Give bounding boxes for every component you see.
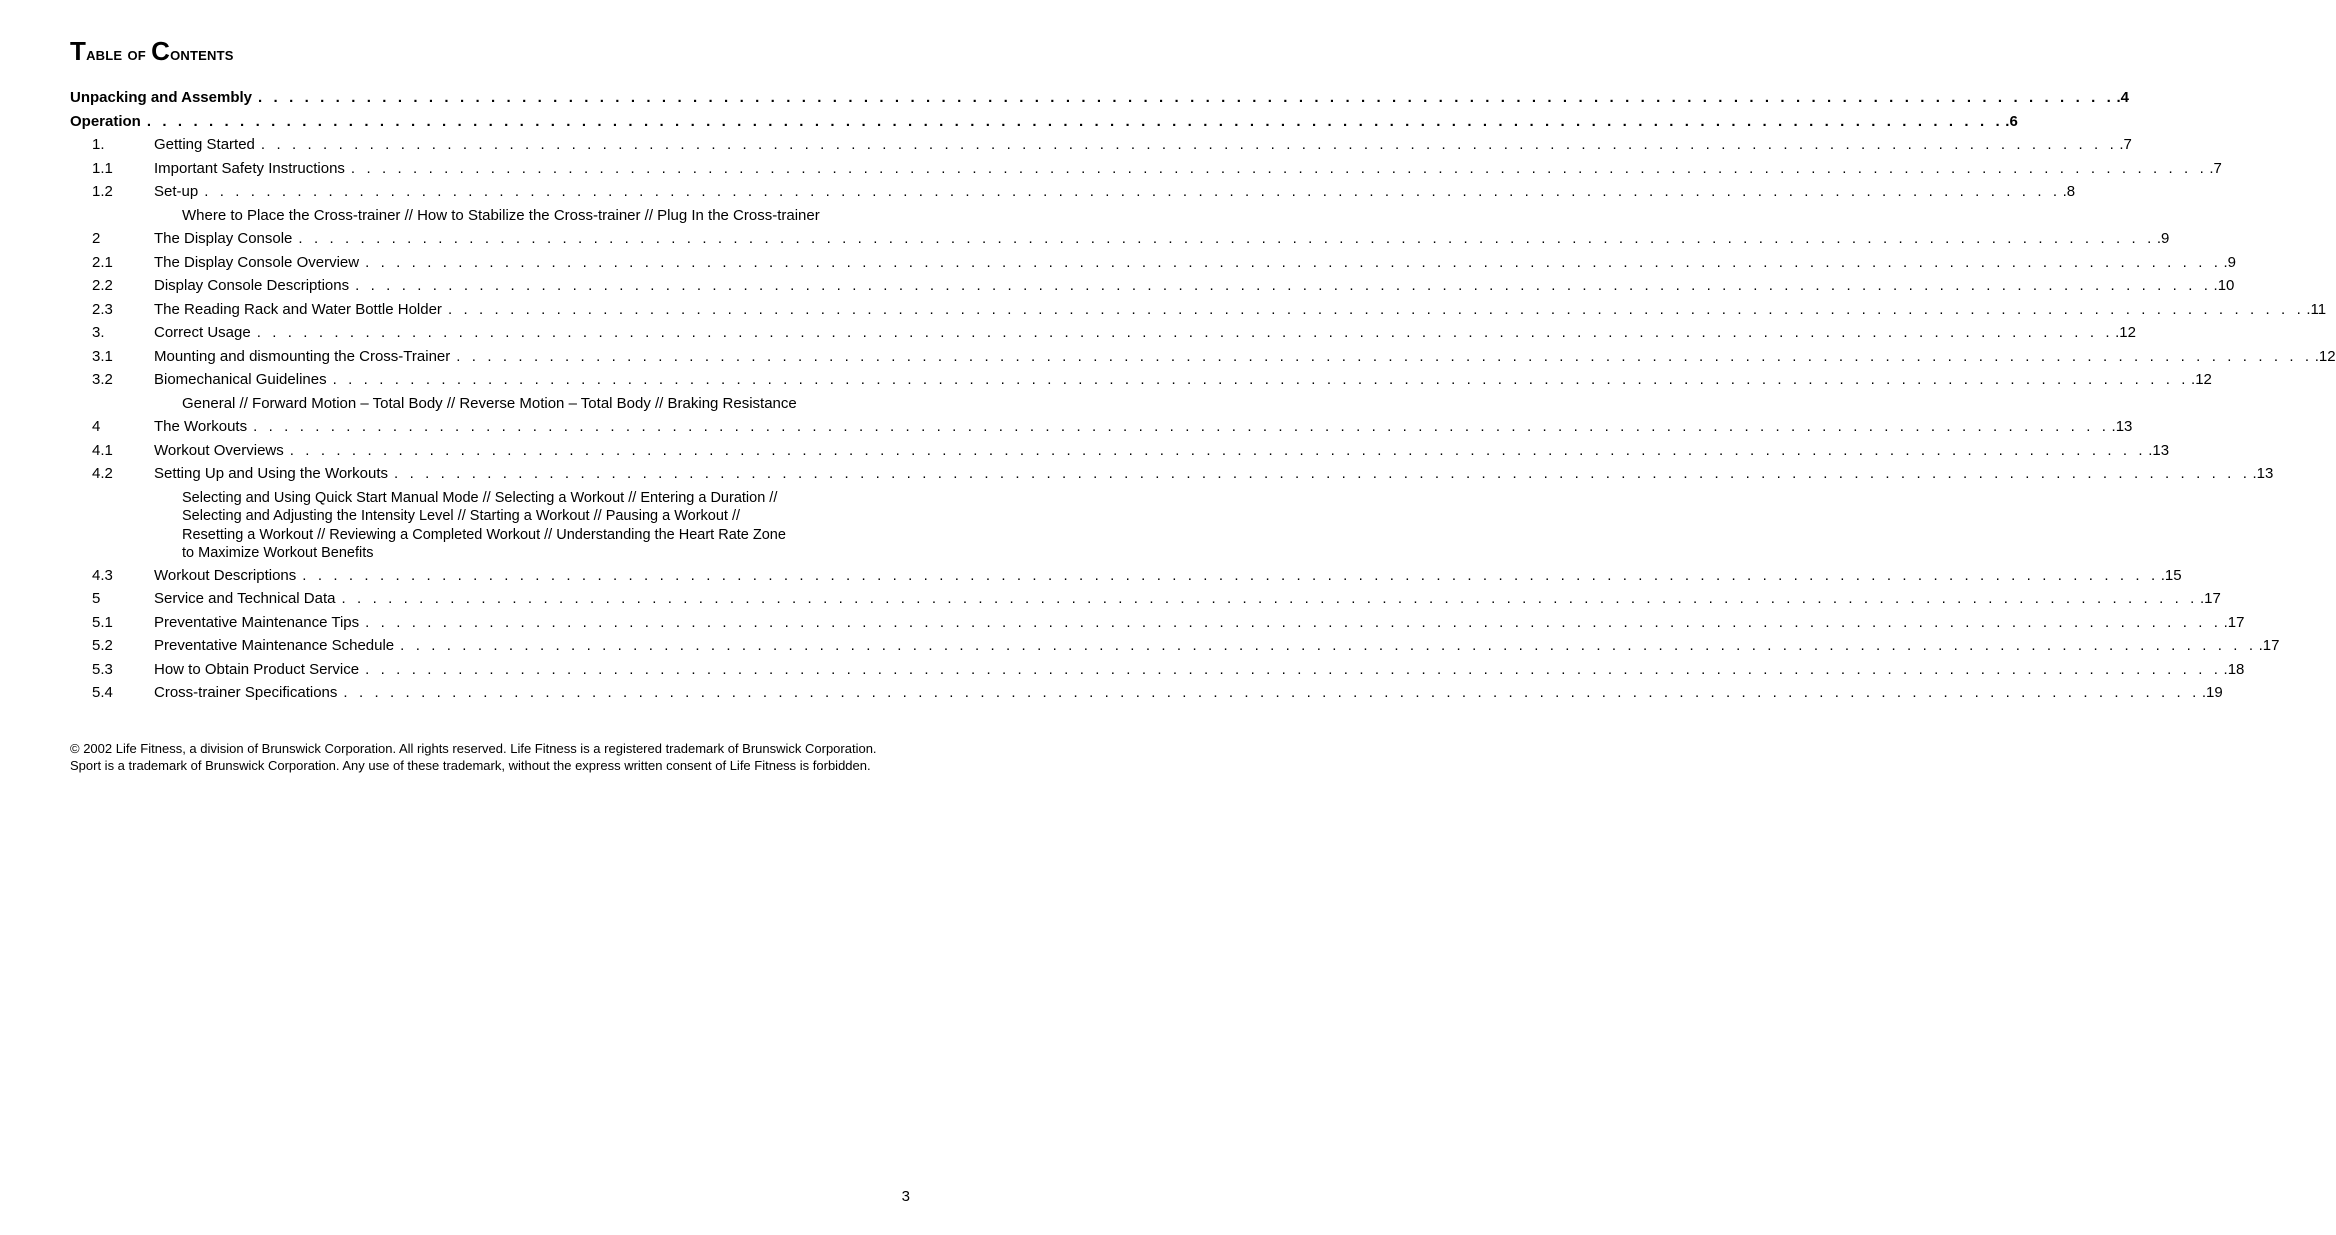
toc-dot-leader: . . . . . . . . . . . . . . . . . . . . . . . . . . . . . . . . . . . . . . . . . . . . . . . . . . . . . . . . . . . . . . . . . . . . . . . . . . . . . . . . . . . . . . . . . . . . . . . . . . . . . . . . . . . . . . . . . . . . . . . . xyxy=(355,277,2212,294)
toc-dot-leader: . . . . . . . . . . . . . . . . . . . . . . . . . . . . . . . . . . . . . . . . . . . . . . . . . . . . . . . . . . . . . . . . . . . . . . . . . . . . . . . . . . . . . . . . . . . . . . . . . . . . . . . . . . . . . . . . . . . . . . . . xyxy=(146,112,2004,130)
toc-entry-label: Getting Started xyxy=(154,136,255,153)
toc-entry-row xyxy=(70,133,2132,157)
toc-subtopic-line: Resetting a Workout // Reviewing a Completed Workout // Understanding the Heart Rate Zone xyxy=(182,526,786,543)
toc-subtopics xyxy=(70,204,900,228)
toc-entry-number: 1. xyxy=(92,136,105,153)
toc-entry-label: Correct Usage xyxy=(154,324,251,341)
toc-page-number: .8 xyxy=(2062,183,2076,200)
toc-entry-label: The Workouts xyxy=(154,418,248,435)
toc-dot-leader: . . . . . . . . . . . . . . . . . . . . . . . . . . . . . . . . . . . . . . . . . . . . . . . . . . . . . . . . . . . . . . . . . . . . . . . . . . . . . . . . . . . . . . . . . . . . . . . . . . . . . . . . . . . . . . . . . . . . . . . . xyxy=(365,613,2222,631)
toc-entry-label: How to Obtain Product Service xyxy=(154,660,360,678)
page-number: 3 xyxy=(901,1188,910,1205)
toc-page-number: .6 xyxy=(2005,112,2018,130)
toc-entry-label: Display Console Descriptions xyxy=(154,277,350,294)
toc-entry-label: Biomechanical Guidelines xyxy=(154,371,327,388)
toc-dot-leader: . . . . . . . . . . . . . . . . . . . . . . . . . . . . . . . . . . . . . . . . . . . . . . . . . . . . . . . . . . . . . . . . . . . . . . . . . . . . . . . . . . . . . . . . . . . . . . . . . . . . . . . . . . . . . . . . . . . . . . . . xyxy=(204,183,2061,200)
copyright-notice: © 2002 Life Fitness, a division of Brunswick Corporation. All rights reserved. Life Fitness is a registered trademark of Brunswick Corporation. Sport is a trademark of Brunswick Corporation. Any use of these trademark, without the express written consent of Life Fitness is forbidden. xyxy=(70,741,877,773)
toc-dot-leader: . . . . . . . . . . . . . . . . . . . . . . . . . . . . . . . . . . . . . . . . . . . . . . . . . . . . . . . . . . . . . . . . . . . . . . . . . . . . . . . . . . . . . . . . . . . . . . . . . . . . . . . . . . . . . . . . . . . . . . . . xyxy=(332,371,2190,388)
toc-page-number: .7 xyxy=(2209,159,2222,177)
toc-entry-number: 5.2 xyxy=(92,637,113,654)
toc-entry-row xyxy=(70,462,2274,486)
toc-page-number: .11 xyxy=(2306,300,2327,318)
toc-entry-label: Set-up xyxy=(154,183,199,200)
toc-entry-number: 4 xyxy=(92,418,101,435)
toc-entry-row xyxy=(70,658,2245,682)
toc-entry-row xyxy=(70,227,2170,251)
toc-dot-leader: . . . . . . . . . . . . . . . . . . . . . . . . . . . . . . . . . . . . . . . . . . . . . . . . . . . . . . . . . . . . . . . . . . . . . . . . . . . . . . . . . . . . . . . . . . . . . . . . . . . . . . . . . . . . . . . . . . . . . . . . xyxy=(289,441,2147,459)
toc-entry-label: Setting Up and Using the Workouts xyxy=(154,465,389,482)
toc-dot-leader: . . . . . . . . . . . . . . . . . . . . . . . . . . . . . . . . . . . . . . . . . . . . . . . . . . . . . . . . . . . . . . . . . . . . . . . . . . . . . . . . . . . . . . . . . . . . . . . . . . . . . . . . . . . . . . . . . . . . . . . . xyxy=(298,230,2155,247)
toc-entry-number: 4.1 xyxy=(92,441,113,459)
toc-subtopic-line: Selecting and Adjusting the Intensity Level // Starting a Workout // Pausing a Workout // xyxy=(182,508,741,524)
toc-dot-leader: . . . . . . . . . . . . . . . . . . . . . . . . . . . . . . . . . . . . . . . . . . . . . . . . . . . . . . . . . . . . . . . . . . . . . . . . . . . . . . . . . . . . . . . . . . . . . . . . . . . . . . . . . . . . . . . . . . . . . . . . xyxy=(400,637,2257,654)
toc-entry-number: 2.3 xyxy=(92,300,113,318)
toc-page-number: .10 xyxy=(2213,277,2235,294)
toc-dot-leader: . . . . . . . . . . . . . . . . . . . . . . . . . . . . . . . . . . . . . . . . . . . . . . . . . . . . . . . . . . . . . . . . . . . . . . . . . . . . . . . . . . . . . . . . . . . . . . . . . . . . . . . . . . . . . . . . . . . . . . . . xyxy=(260,136,2118,153)
toc-entry-row xyxy=(70,251,2237,275)
toc-entry-row xyxy=(70,564,2182,588)
toc-entry-number: 5.1 xyxy=(92,613,113,631)
toc-subtopics xyxy=(70,392,900,416)
toc-dot-leader: . . . . . . . . . . . . . . . . . . . . . . . . . . . . . . . . . . . . . . . . . . . . . . . . . . . . . . . . . . . . . . . . . . . . . . . . . . . . . . . . . . . . . . . . . . . . . . . . . . . . . . . . . . . . . . . . . . . . . . . . xyxy=(302,566,2159,584)
toc-subtopics xyxy=(70,486,900,564)
toc-entry-row xyxy=(70,274,2235,298)
toc-entry-row xyxy=(70,345,2336,369)
toc-page-number: .13 xyxy=(2148,441,2170,459)
toc-entry-row xyxy=(70,439,2170,463)
toc-dot-leader: . . . . . . . . . . . . . . . . . . . . . . . . . . . . . . . . . . . . . . . . . . . . . . . . . . . . . . . . . . . . . . . . . . . . . . . . . . . . . . . . . . . . . . . . . . . . . . . . . . . . . . . . . . . . . . . . . . . . . . . . xyxy=(456,347,2313,365)
title-initial-t: T xyxy=(70,36,87,66)
title-initial-c: C xyxy=(151,36,171,66)
toc-entry-row xyxy=(70,415,2133,439)
toc-page-number: .12 xyxy=(2314,347,2336,365)
toc-dot-leader: . . . . . . . . . . . . . . . . . . . . . . . . . . . . . . . . . . . . . . . . . . . . . . . . . . . . . . . . . . . . . . . . . . . . . . . . . . . . . . . . . . . . . . . . . . . . . . . . . . . . . . . . . . . . . . . . . . . . . . . . xyxy=(394,465,2251,482)
toc-subtopic-line: General // Forward Motion – Total Body // Reverse Motion – Total Body // Braking Resistance xyxy=(182,394,797,412)
toc-entry-number: 3.1 xyxy=(92,347,113,365)
toc-entry-label: Service and Technical Data xyxy=(154,590,336,607)
toc-entry-number: 3.2 xyxy=(92,371,113,388)
toc-dot-leader: . . . . . . . . . . . . . . . . . . . . . . . . . . . . . . . . . . . . . . . . . . . . . . . . . . . . . . . . . . . . . . . . . . . . . . . . . . . . . . . . . . . . . . . . . . . . . . . . . . . . . . . . . . . . . . . . . . . . . . . . xyxy=(350,159,2208,177)
toc-page-number: .17 xyxy=(2223,613,2245,631)
toc-subtopic-line: to Maximize Workout Benefits xyxy=(182,545,374,561)
table-of-contents xyxy=(70,86,2336,705)
toc-entry-row xyxy=(70,587,2221,611)
toc-entry-row xyxy=(70,681,2223,705)
toc-entry-number: 2.2 xyxy=(92,277,113,294)
toc-entry-label: Important Safety Instructions xyxy=(154,159,345,177)
toc-page-number: .19 xyxy=(2201,684,2223,701)
toc-entry-label: The Reading Rack and Water Bottle Holder xyxy=(154,300,442,318)
toc-entry-number: 5.4 xyxy=(92,684,113,701)
toc-page-number: .7 xyxy=(2119,136,2132,153)
toc-section-row xyxy=(70,86,2129,110)
toc-subtopic-line: Selecting and Using Quick Start Manual Mode // Selecting a Workout // Entering a Duration // xyxy=(182,489,778,506)
toc-dot-leader: . . . . . . . . . . . . . . . . . . . . . . . . . . . . . . . . . . . . . . . . . . . . . . . . . . . . . . . . . . . . . . . . . . . . . . . . . . . . . . . . . . . . . . . . . . . . . . . . . . . . . . . . . . . . . . . . . . . . . . . . xyxy=(365,253,2222,271)
toc-subtopic-line: Where to Place the Cross-trainer // How to Stabilize the Cross-trainer // Plug In the Cross-trainer xyxy=(182,206,820,224)
toc-entry-number: 3. xyxy=(92,324,105,341)
toc-dot-leader: . . . . . . . . . . . . . . . . . . . . . . . . . . . . . . . . . . . . . . . . . . . . . . . . . . . . . . . . . . . . . . . . . . . . . . . . . . . . . . . . . . . . . . . . . . . . . . . . . . . . . . . . . . . . . . . . . . . . . . . . xyxy=(365,660,2222,678)
title-rest-2: ontents xyxy=(170,44,234,64)
toc-dot-leader: . . . . . . . . . . . . . . . . . . . . . . . . . . . . . . . . . . . . . . . . . . . . . . . . . . . . . . . . . . . . . . . . . . . . . . . . . . . . . . . . . . . . . . . . . . . . . . . . . . . . . . . . . . . . . . . . . . . . . . . . xyxy=(341,590,2198,607)
toc-page-number: .18 xyxy=(2223,660,2245,678)
toc-dot-leader: . . . . . . . . . . . . . . . . . . . . . . . . . . . . . . . . . . . . . . . . . . . . . . . . . . . . . . . . . . . . . . . . . . . . . . . . . . . . . . . . . . . . . . . . . . . . . . . . . . . . . . . . . . . . . . . . . . . . . . . . xyxy=(343,684,2200,701)
toc-dot-leader: . . . . . . . . . . . . . . . . . . . . . . . . . . . . . . . . . . . . . . . . . . . . . . . . . . . . . . . . . . . . . . . . . . . . . . . . . . . . . . . . . . . . . . . . . . . . . . . . . . . . . . . . . . . . . . . . . . . . . . . . xyxy=(253,418,2110,435)
toc-page-number: .9 xyxy=(2223,253,2237,271)
toc-entry-number: 2.1 xyxy=(92,253,113,271)
toc-page-number: .13 xyxy=(2111,418,2133,435)
toc-entry-label: Workout Overviews xyxy=(154,441,284,459)
toc-entry-number: 4.2 xyxy=(92,465,113,482)
toc-entry-number: 5 xyxy=(92,590,101,607)
toc-entry-label: Preventative Maintenance Tips xyxy=(154,613,360,631)
toc-entry-row xyxy=(70,180,2076,204)
toc-page-number: .15 xyxy=(2160,566,2182,584)
toc-entry-label: Preventative Maintenance Schedule xyxy=(154,637,395,654)
toc-page-number: .17 xyxy=(2258,637,2280,654)
toc-entry-label: Mounting and dismounting the Cross-Trainer xyxy=(154,347,451,365)
toc-entry-number: 1.2 xyxy=(92,183,113,200)
toc-entry-row xyxy=(70,611,2245,635)
toc-entry-row xyxy=(70,634,2280,658)
toc-page-number: .17 xyxy=(2199,590,2221,607)
toc-entry-row xyxy=(70,321,2136,345)
page-title xyxy=(70,36,234,67)
toc-entry-row xyxy=(70,298,2327,322)
toc-page-number: .4 xyxy=(2116,89,2129,106)
toc-page-number: .12 xyxy=(2191,371,2212,388)
toc-entry-number: 1.1 xyxy=(92,159,113,177)
toc-entry-label: The Display Console xyxy=(154,230,293,247)
toc-entry-label: Cross-trainer Specifications xyxy=(154,684,338,701)
toc-page-number: .13 xyxy=(2252,465,2274,482)
toc-entry-number: 2 xyxy=(92,230,101,247)
toc-entry-label: Unpacking and Assembly xyxy=(70,89,252,106)
toc-dot-leader: . . . . . . . . . . . . . . . . . . . . . . . . . . . . . . . . . . . . . . . . . . . . . . . . . . . . . . . . . . . . . . . . . . . . . . . . . . . . . . . . . . . . . . . . . . . . . . . . . . . . . . . . . . . . . . . . . . . . . . . . xyxy=(256,324,2114,341)
toc-page-number: .12 xyxy=(2115,324,2136,341)
toc-dot-leader: . . . . . . . . . . . . . . . . . . . . . . . . . . . . . . . . . . . . . . . . . . . . . . . . . . . . . . . . . . . . . . . . . . . . . . . . . . . . . . . . . . . . . . . . . . . . . . . . . . . . . . . . . . . . . . . . . . . . . . . . xyxy=(447,300,2305,318)
toc-entry-label: Workout Descriptions xyxy=(154,566,297,584)
toc-entry-number: 4.3 xyxy=(92,566,113,584)
toc-entry-row xyxy=(70,157,2222,181)
toc-entry-row xyxy=(70,368,2212,392)
toc-entry-number: 5.3 xyxy=(92,660,113,678)
toc-entry-label: Operation xyxy=(70,112,141,130)
title-rest-1: able of xyxy=(86,44,152,64)
toc-dot-leader: . . . . . . . . . . . . . . . . . . . . . . . . . . . . . . . . . . . . . . . . . . . . . . . . . . . . . . . . . . . . . . . . . . . . . . . . . . . . . . . . . . . . . . . . . . . . . . . . . . . . . . . . . . . . . . . . . . . . . . . . xyxy=(258,89,2115,106)
toc-page-number: .9 xyxy=(2156,230,2170,247)
toc-entry-label: The Display Console Overview xyxy=(154,253,360,271)
toc-section-row xyxy=(70,110,2018,134)
